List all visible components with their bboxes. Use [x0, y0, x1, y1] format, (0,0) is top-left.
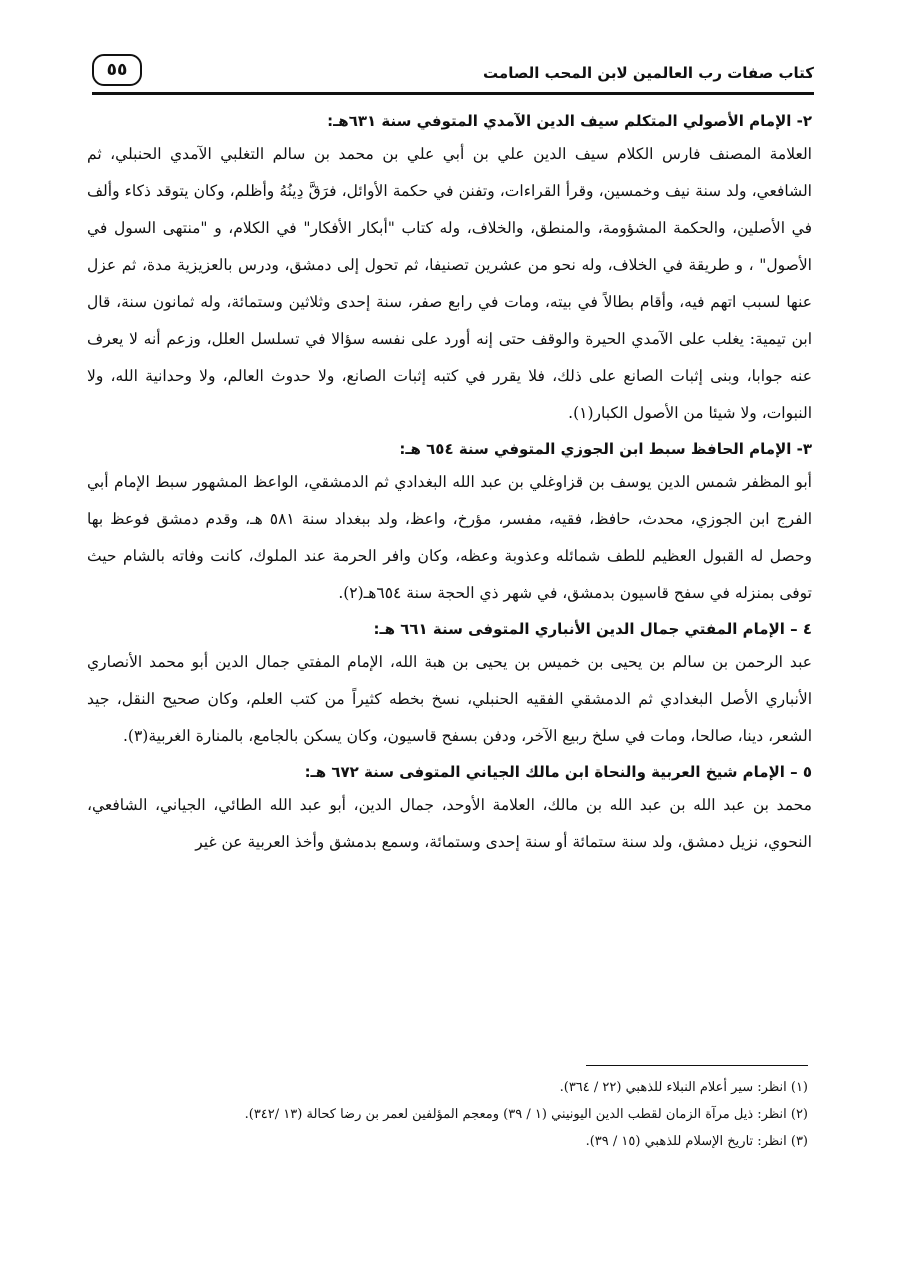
section-paragraph: عبد الرحمن بن سالم بن يحيى بن خميس بن يحيى بن هبة الله، الإمام المفتي جمال الدين أبو محمد الأنصاري الأنباري الأصل البغدادي ثم الدمشقي الفقيه الحنبلي، نسخ بخطه كثيراً من كتب العلم، وكان صحيح النقل، جيد الشعر، دينا، صالحا، ومات في سلخ ربيع الآخر، ودفن بسفح قاسيون، وكان يسكن بالجامع، بالمنارة الغربية(٣).: [87, 653, 812, 745]
section-heading: ٢- الإمام الأصولي المتكلم سيف الدين الآمدي المتوفي سنة ٦٣١هـ:: [327, 112, 812, 130]
page-header: [92, 52, 814, 92]
section-ibn-malik: [87, 761, 812, 861]
book-title: كتاب صفات رب العالمين لابن المحب الصامت: [483, 64, 814, 82]
footnotes: [88, 1074, 808, 1155]
section-paragraph: أبو المظفر شمس الدين يوسف بن قزاوغلي بن عبد الله البغدادي ثم الدمشقي، الواعظ المشهور سبط الإمام أبي الفرج ابن الجوزي، محدث، حافظ، فقيه، مفسر، مؤرخ، واعظ، ولد ببغداد سنة ٥٨١ هـ، وقدم دمشق فوعظ بها وحصل له القبول العظيم للطف شمائله وعذوبة وعظه، وكان وافر الحرمة عند الملوك، كانت وفاته بالشام حيث توفى بمنزله في سفح قاسيون بدمشق، في شهر ذي الحجة سنة ٦٥٤هـ(٢).: [87, 473, 812, 602]
page-number: ٥٥: [92, 54, 142, 86]
footnote-divider: [586, 1065, 808, 1066]
section-heading: ٥ – الإمام شيخ العربية والنحاة ابن مالك الجياني المتوفى سنة ٦٧٢ هـ:: [304, 763, 812, 781]
footnote-3: (٣) انظر: تاريخ الإسلام للذهبي (١٥ / ٣٩).: [585, 1134, 808, 1149]
main-text: [87, 104, 812, 861]
section-amidi: [87, 110, 812, 432]
section-heading: ٣- الإمام الحافظ سبط ابن الجوزي المتوفي سنة ٦٥٤ هـ:: [399, 440, 812, 458]
footnote-2: (٢) انظر: ذيل مرآة الزمان لقطب الدين اليونيني (١ / ٣٩) ومعجم المؤلفين لعمر بن رضا كحالة (١٣ /٣٤٢).: [244, 1107, 808, 1122]
header-divider: [92, 92, 814, 95]
section-heading: ٤ – الإمام المفتي جمال الدين الأنباري المتوفى سنة ٦٦١ هـ:: [373, 620, 812, 638]
section-paragraph: العلامة المصنف فارس الكلام سيف الدين علي بن أبي علي بن محمد بن سالم التغلبي الآمدي الحنبلي، ثم الشافعي، ولد سنة نيف وخمسين، وقرأ القراءات، وتفنن في حكمة الأوائل، فرَقَّ دِينُهُ وأظلم، وكان يتوقد ذكاء وألف في الأصلين، والحكمة المشؤومة، والمنطق، والخلاف، وله كتاب "أبكار الأفكار" في الكلام، و "منتهى السول في الأصول" ، و طريقة في الخلاف، وله نحو من عشرين تصنيفا، ثم تحول إلى دمشق، ودرس بالعزيزية مدة، ثم عزل عنها لسبب اتهم فيه، وأقام بطالاً في بيته، ومات في رابع صفر، سنة إحدى وثلاثين وستمائة، وله ثمانون سنة، قال ابن تيمية: يغلب على الآمدي الحيرة والوقف حتى إنه أورد على نفسه سؤالا في تسلسل العلل، وزعم أنه لا يعرف عنه جوابا، وبنى إثبات الصانع على ذلك، فلا يقرر في كتبه إثبات الصانع، ولا حدوث العالم، ولا وحدانية الله، ولا النبوات، ولا شيئا من الأصول الكبار(١).: [87, 145, 812, 422]
section-sibt-ibn-aljawzi: [87, 438, 812, 612]
section-anbari: [87, 618, 812, 755]
section-paragraph: محمد بن عبد الله بن عبد الله بن مالك، العلامة الأوحد، جمال الدين، أبو عبد الله الطائي، الجياني، الشافعي، النحوي، نزيل دمشق، ولد سنة ستمائة أو سنة إحدى وستمائة، وسمع بدمشق وأخذ العربية عن غير: [87, 796, 812, 851]
footnote-1: (١) انظر: سير أعلام النبلاء للذهبي (٢٢ / ٣٦٤).: [559, 1080, 808, 1095]
